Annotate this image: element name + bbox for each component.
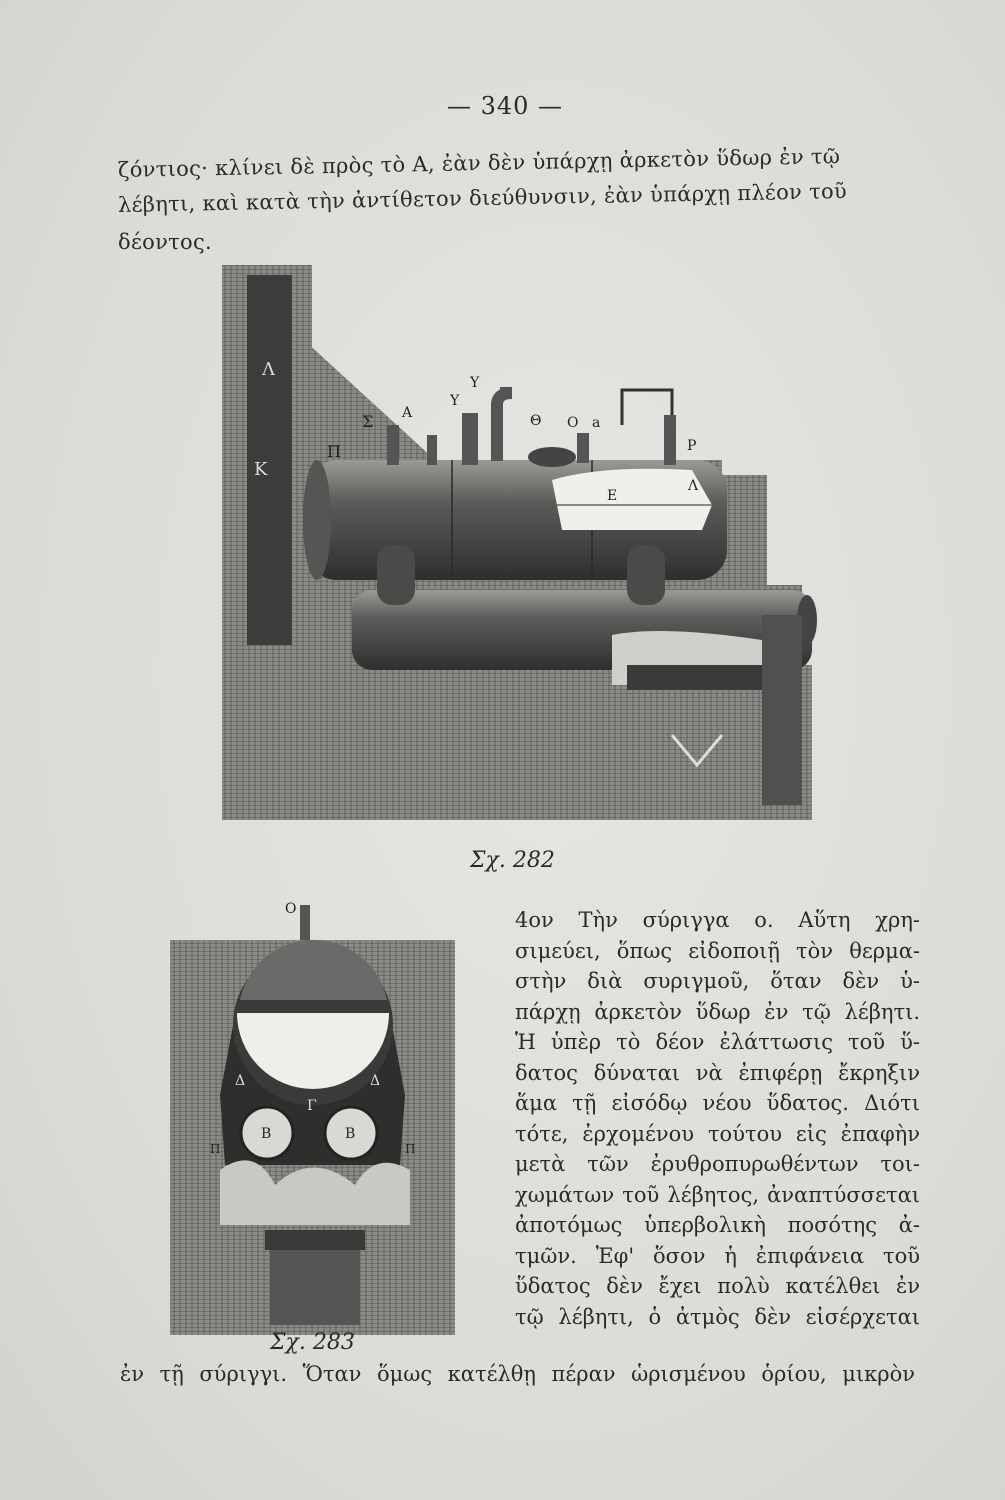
label-delta-left: Δ [235, 1073, 246, 1089]
intro-line-1: ζόντιος· κλίνει δὲ πρὸς τὸ Α, ἐὰν δὲν ὑπάρχῃ ἀρκετὸν ὕδωρ ἐν τῷ [117, 144, 841, 182]
column-line-14: τῷ λέβητι, ὁ ἀτμὸς δὲν εἰσέρχεται [515, 1304, 920, 1329]
figure-283-caption: Σχ. 283 [270, 1330, 355, 1355]
column-line-4: πάρχῃ ἀρκετὸν ὕδωρ ἐν τῷ λέβητι. [515, 999, 920, 1024]
label-alpha-top: Α [402, 405, 413, 421]
column-line-2: σιμεύει, ὅπως εἰδοποιῇ τὸν θερμα- [515, 938, 920, 963]
ash-pit [632, 690, 757, 795]
column-line-1: 4ον Τὴν σύριγγα ο. Αὕτη χρη- [515, 908, 920, 932]
column-line-13: ὕδατος δὲν ἔχει πολὺ κατέλθει ἐν [515, 1274, 920, 1298]
column-line-6: δατος δύναται νὰ ἐπιφέρῃ ἔκρηξιν [515, 1060, 920, 1085]
column-line-9: μετὰ τῶν ἐρυθροπυρωθέντων τοι- [515, 1152, 920, 1176]
label-pi-right: Π [405, 1142, 416, 1156]
intro-line-2: λέβητι, καὶ κατὰ τὴν ἀντίθετον διεύθυνσιν, ἐὰν ὑπάρχῃ πλέον τοῦ [117, 179, 848, 217]
column-line-11: ἀποτόμως ὑπερβολικὴ ποσότης ἀ- [515, 1213, 920, 1237]
coal-grate [627, 665, 762, 690]
label-upsilon-2: Υ [470, 375, 480, 391]
label-omicron: Ο [285, 901, 297, 917]
final-line: ἐν τῇ σύριγγι. Ὅταν ὅμως κατέλθῃ πέραν ὡρισμένου ὁρίου, μικρὸν [120, 1362, 915, 1386]
text-column [515, 905, 920, 1332]
label-sigma: Σ [362, 412, 374, 431]
label-upsilon-1: Υ [450, 393, 460, 409]
figure-282-caption: Σχ. 282 [470, 848, 555, 873]
column-line-3: στὴν διὰ συριγμοῦ, ὅταν δὲν ὑ- [515, 969, 920, 993]
grate [265, 1230, 365, 1250]
label-rho: Ρ [687, 438, 697, 454]
furnace-flames [220, 1160, 410, 1225]
intro-line-3: δέοντος. [118, 230, 213, 254]
column-line-10: χωμάτων τοῦ λέβητος, ἀναπτύσσεται [515, 1182, 920, 1207]
boiler-figure-282 [222, 265, 822, 825]
label-a: a [592, 415, 601, 431]
column-line-7: ἅμα τῇ εἰσόδῳ νέου ὕδατος. Διότι [515, 1091, 920, 1115]
label-kappa: Κ [254, 459, 268, 480]
label-delta-right: Δ [370, 1073, 381, 1089]
label-pi-left: Π [210, 1142, 221, 1156]
label-omicron: Ο [567, 415, 579, 431]
page-number: — 340 — [446, 92, 564, 120]
label-pi: Π [327, 442, 341, 461]
label-beta-left: Β [261, 1126, 272, 1142]
label-theta: Θ [530, 413, 542, 429]
label-lambda-chimney: Λ [262, 359, 275, 380]
label-gamma: Γ [307, 1098, 317, 1114]
label-lambda-gauge: Λ [688, 478, 699, 494]
column-line-12: τμῶν. Ἐφ' ὅσον ἡ ἐπιφάνεια τοῦ [515, 1243, 920, 1268]
boiler-cross-section-figure-283 [165, 895, 460, 1340]
column-line-8: τότε, ἐρχομένου τούτου εἰς ἐπαφὴν [515, 1121, 920, 1146]
label-beta-right: Β [345, 1126, 356, 1142]
column-line-5: Ἡ ὑπὲρ τὸ δέον ἐλάττωσις τοῦ ὕ- [515, 1030, 920, 1054]
ash-pit [270, 1250, 360, 1325]
label-epsilon: Ε [607, 488, 618, 504]
